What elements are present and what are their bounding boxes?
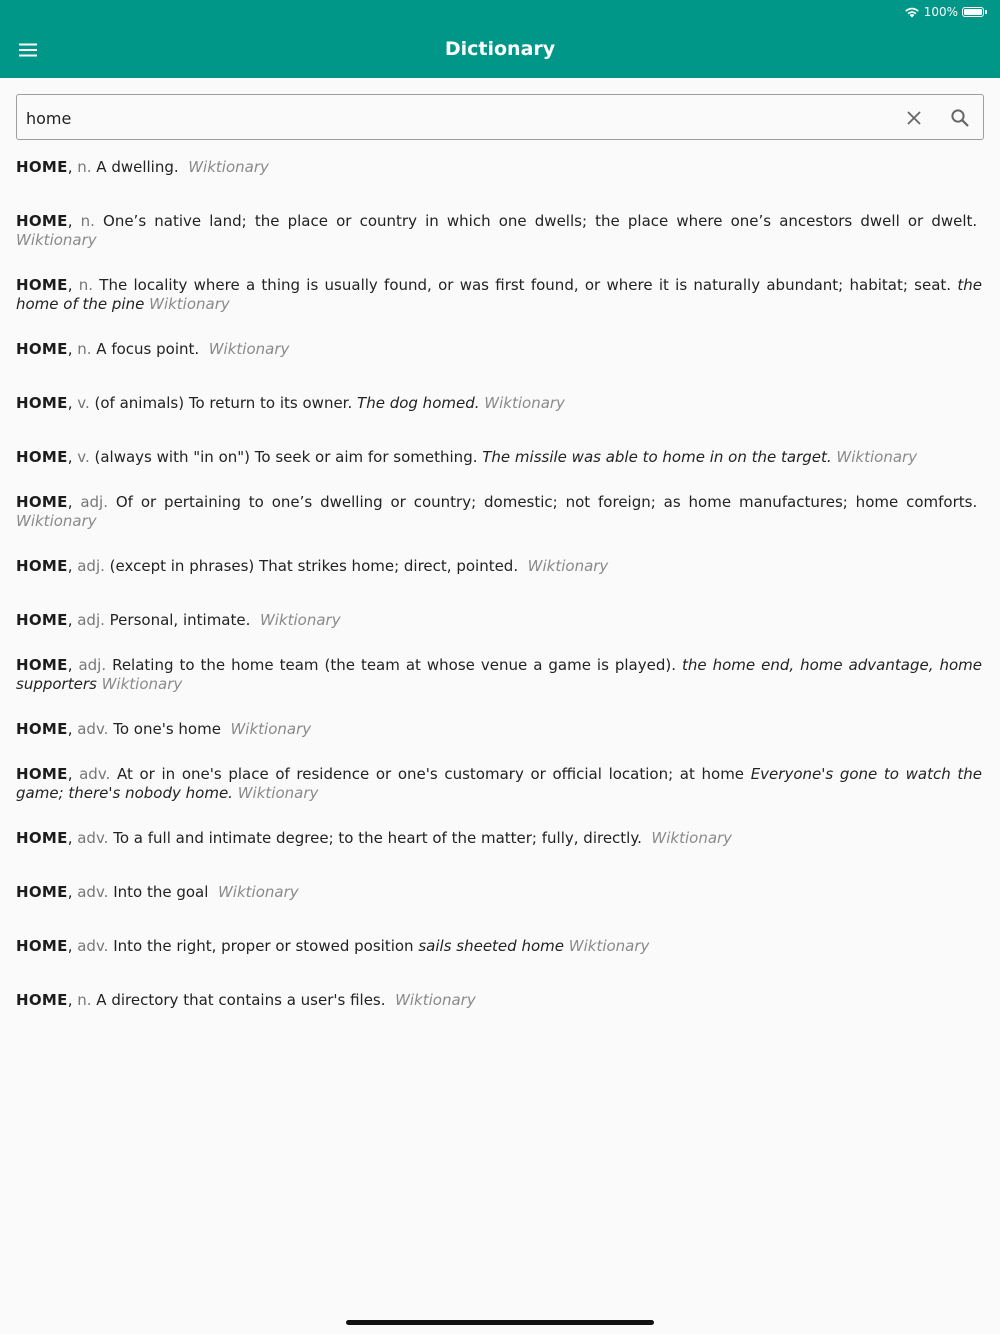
source-label: Wiktionary [149, 295, 230, 313]
source-label: Wiktionary [16, 512, 97, 530]
wifi-icon [904, 6, 920, 18]
part-of-speech: v. [77, 394, 90, 412]
list-item[interactable]: HOME, n. A dwelling. Wiktionary [16, 158, 269, 176]
part-of-speech: adj. [77, 557, 105, 575]
part-of-speech: n. [77, 158, 92, 176]
example: the home of the pine [16, 276, 982, 313]
app-bar [0, 0, 1000, 78]
page-title: Dictionary [444, 38, 556, 60]
definition: The locality where a thing is usually found, or was first found, or where it is naturally abundant; habitat; seat. [99, 276, 952, 294]
part-of-speech: adv. [79, 765, 111, 783]
definition: Into the right, proper or stowed position [113, 937, 414, 955]
headword: HOME [16, 340, 68, 358]
part-of-speech: adv. [77, 883, 109, 901]
part-of-speech: v. [77, 448, 90, 466]
headword: HOME [16, 158, 68, 176]
definition: To one's home [113, 720, 221, 738]
source-label: Wiktionary [16, 231, 97, 249]
source-label: Wiktionary [217, 883, 299, 901]
source-label: Wiktionary [208, 340, 290, 358]
part-of-speech: adj. [80, 493, 108, 511]
list-item[interactable]: HOME, adv. To one's home Wiktionary [16, 720, 312, 738]
list-item[interactable]: HOME, adj. (except in phrases) That strikes home; direct, pointed. Wiktionary [16, 557, 609, 575]
headword: HOME [16, 720, 68, 738]
definition: Into the goal [113, 883, 209, 901]
part-of-speech: adj. [77, 611, 105, 629]
definition: Of or pertaining to one’s dwelling or country; domestic; not foreign; as home manufactures; home comforts. [115, 493, 978, 511]
headword: HOME [16, 656, 68, 674]
definition: (except in phrases) That strikes home; direct, pointed. [109, 557, 519, 575]
source-label: Wiktionary [484, 394, 565, 412]
example: the home end, home advantage, home supporters [16, 656, 982, 693]
battery-percentage: 100% [923, 5, 958, 19]
source-label: Wiktionary [395, 991, 476, 1009]
part-of-speech: adv. [77, 829, 109, 847]
source-label: Wiktionary [527, 557, 609, 575]
definition: (always with "in on") To seek or aim for something. [94, 448, 478, 466]
headword: HOME [16, 493, 68, 511]
definition: Personal, intimate. [109, 611, 251, 629]
search-button[interactable] [948, 106, 972, 130]
source-label: Wiktionary [230, 720, 312, 738]
list-item[interactable]: HOME, adv. Into the goal Wiktionary [16, 883, 299, 901]
definition: To a full and intimate degree; to the heart of the matter; fully, directly. [113, 829, 642, 847]
part-of-speech: adj. [78, 656, 107, 674]
source-label: Wiktionary [836, 448, 918, 466]
definition: A focus point. [96, 340, 200, 358]
part-of-speech: n. [77, 340, 92, 358]
source-label: Wiktionary [259, 611, 341, 629]
list-item[interactable]: HOME, adj. Relating to the home team (the team at whose venue a game is played). the home end, home advantage, home supporters Wiktionary [16, 656, 982, 693]
search-box [16, 94, 984, 140]
part-of-speech: adv. [77, 720, 109, 738]
list-item[interactable]: HOME, v. (always with "in on") To seek or aim for something. The missile was able to home in on the target. Wiktionary [16, 448, 918, 466]
list-item[interactable]: HOME, n. The locality where a thing is usually found, or was first found, or where it is naturally abundant; habitat; seat. the home of the pine Wiktionary [16, 276, 982, 313]
part-of-speech: n. [78, 276, 94, 294]
headword: HOME [16, 765, 68, 783]
example: The missile was able to home in on the target. [482, 448, 832, 466]
part-of-speech: n. [80, 212, 95, 230]
list-item[interactable]: HOME, adv. To a full and intimate degree; to the heart of the matter; fully, directly. Wiktionary [16, 829, 733, 847]
list-item[interactable]: HOME, adv. Into the right, proper or stowed position sails sheeted home Wiktionary [16, 937, 650, 955]
status-bar [904, 4, 984, 20]
definition: (of animals) To return to its owner. [94, 394, 353, 412]
source-label: Wiktionary [237, 784, 319, 802]
example: sails sheeted home [418, 937, 564, 955]
list-item[interactable]: HOME, adv. At or in one's place of residence or one's customary or official location; at home Everyone's gone to watch the game; there's nobody home. Wiktionary [16, 765, 982, 802]
source-label: Wiktionary [188, 158, 269, 176]
definition: One’s native land; the place or country in which one dwells; the place where one’s ancestors dwell or dwelt. [103, 212, 978, 230]
search-icon [950, 108, 970, 128]
definition: A dwelling. [96, 158, 179, 176]
source-label: Wiktionary [568, 937, 650, 955]
list-item[interactable]: HOME, n. A directory that contains a user's files. Wiktionary [16, 991, 476, 1009]
source-label: Wiktionary [651, 829, 733, 847]
clear-button[interactable] [902, 106, 926, 130]
headword: HOME [16, 448, 68, 466]
definition: A directory that contains a user's files. [96, 991, 386, 1009]
part-of-speech: adv. [77, 937, 109, 955]
part-of-speech: n. [77, 991, 92, 1009]
source-label: Wiktionary [101, 675, 183, 693]
list-item[interactable]: HOME, adj. Personal, intimate. Wiktionary [16, 611, 341, 629]
list-item[interactable]: HOME, adj. Of or pertaining to one’s dwelling or country; domestic; not foreign; as home manufactures; home comforts. Wiktionary [16, 493, 978, 530]
list-item[interactable]: HOME, n. One’s native land; the place or country in which one dwells; the place where one’s ancestors dwell or dwelt. Wiktionary [16, 212, 978, 249]
headword: HOME [16, 212, 68, 230]
example: Everyone's gone to watch the game; there's nobody home. [16, 765, 982, 802]
headword: HOME [16, 557, 68, 575]
example: The dog homed. [357, 394, 480, 412]
search-input[interactable] [24, 95, 888, 141]
list-item[interactable]: HOME, n. A focus point. Wiktionary [16, 340, 290, 358]
home-indicator [346, 1320, 654, 1325]
headword: HOME [16, 991, 68, 1009]
headword: HOME [16, 276, 68, 294]
headword: HOME [16, 883, 68, 901]
battery-icon [962, 7, 984, 17]
headword: HOME [16, 394, 68, 412]
close-icon [906, 110, 922, 126]
headword: HOME [16, 611, 68, 629]
results-list [16, 158, 982, 1010]
headword: HOME [16, 829, 68, 847]
list-item[interactable]: HOME, v. (of animals) To return to its owner. The dog homed. Wiktionary [16, 394, 565, 412]
definition: At or in one's place of residence or one's customary or official location; at home [116, 765, 745, 783]
headword: HOME [16, 937, 68, 955]
definition: Relating to the home team (the team at whose venue a game is played). [112, 656, 676, 674]
